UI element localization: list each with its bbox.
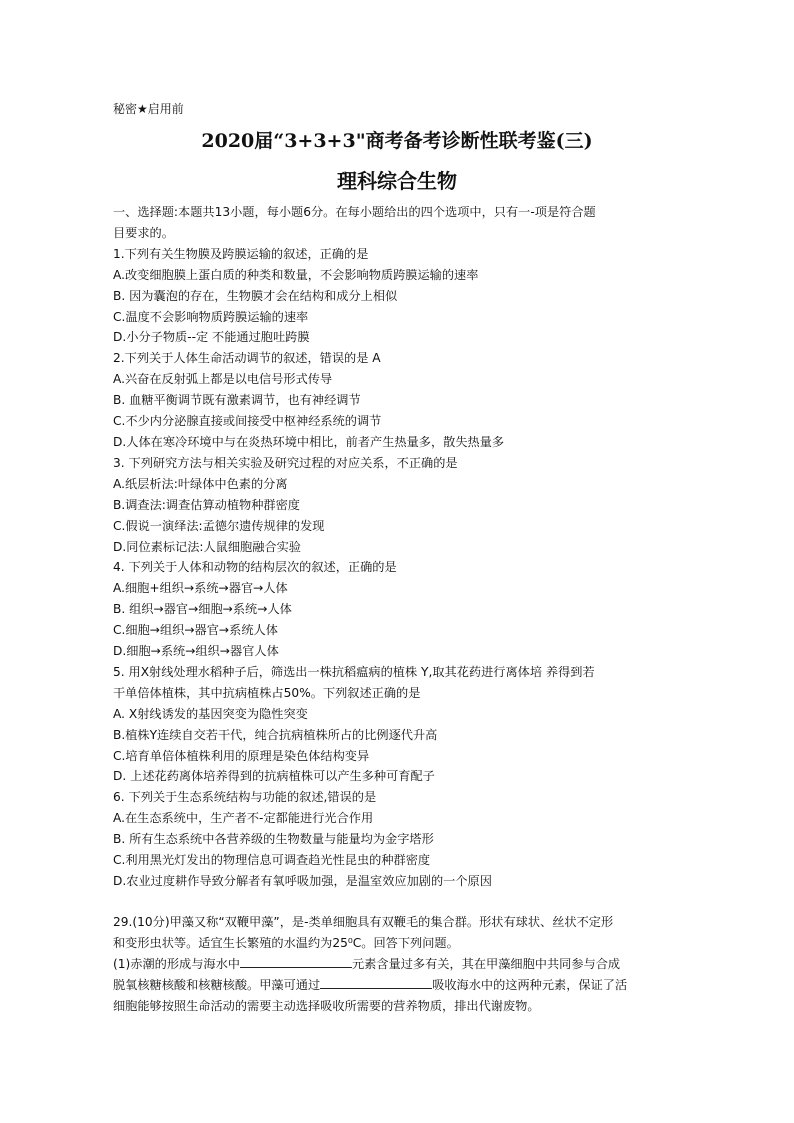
question-option: B. 因为囊泡的存在，生物膜才会在结构和成分上相似 <box>113 288 398 303</box>
question-stem: 3. 下列研究方法与相关实验及研究过程的对应关系，不正确的是 <box>113 455 458 470</box>
question-option: D.同位素标记法:人鼠细胞融合实验 <box>113 539 301 554</box>
question-option: A.兴奋在反射弧上都是以电信号形式传导 <box>113 372 333 387</box>
question-29-line: 和变形虫状等。适宜生长繁殖的水温约为25⁰C。回答下列问题。 <box>113 935 459 950</box>
question-option: C.不少内分泌腺直接或间接受中枢神经系统的调节 <box>113 414 382 429</box>
question-stem: 4. 下列关于人体和动物的结构层次的叙述，正确的是 <box>113 560 397 575</box>
question-29-line <box>113 954 683 975</box>
question-29-line <box>113 975 683 996</box>
answer-blank[interactable] <box>240 954 352 968</box>
question-option: C.细胞→组织→器官→系统人体 <box>113 623 278 638</box>
question-option: B. 所有生态系统中各营养级的生物数量与能量均为金字塔形 <box>113 832 434 847</box>
question-option: A.在生态系统中，生产者不-定都能进行光合作用 <box>113 811 374 826</box>
question-option: D.农业过度耕作导致分解者有氧呼吸加强，是温室效应加剧的一个原因 <box>113 874 492 888</box>
question-option: D.细胞→系统→组织→器官人体 <box>113 644 279 659</box>
question-29-text: 脱氧核糖核酸和核糖核酸。甲藻可通过 <box>113 977 321 992</box>
question-stem: 1.下列有关生物膜及跨膜运输的叙述，正确的是 <box>113 246 369 261</box>
answer-blank[interactable] <box>320 975 432 989</box>
question-stem: 6. 下列关于生态系统结构与功能的叙述,错误的是 <box>113 790 377 805</box>
subject-title: 理科综合生物 <box>337 169 457 193</box>
question-29-text: 元素含量过多有关，其在甲藻细胞中共同参与合成 <box>351 956 621 971</box>
question-option: C.培育单倍体植株利用的原理是染色体结构变异 <box>113 748 370 763</box>
question-option: A.纸层析法:叶绿体中色素的分离 <box>113 476 288 491</box>
question-option: A.细胞+组织→系统→器官→人体 <box>113 581 288 596</box>
question-option: C.假说一演绎法:孟德尔遗传规律的发现 <box>113 518 325 533</box>
section-intro-line: 目要求的。 <box>113 225 174 240</box>
question-29-line: 29.(10分)甲藻又称“双鞭甲藻”，是-类单细胞具有双鞭毛的集合群。形状有球状、丝状不定形 <box>113 914 614 929</box>
question-option: A. X射线诱发的基因突变为隐性突变 <box>113 706 308 721</box>
question-stem: 5. 用X射线处理水稻种子后，筛选出一株抗稻瘟病的植株 Y,取其花药进行离体培 养得到若 <box>113 664 595 679</box>
question-29-text: 吸收海水中的这两种元素，保证了活 <box>432 977 628 992</box>
question-option: B.调查法:调查估算动植物种群密度 <box>113 497 300 512</box>
question-option: C.利用黑光灯发出的物理信息可调查趋光性昆虫的种群密度 <box>113 853 431 868</box>
question-option: C.温度不会影响物质跨膜运输的速率 <box>113 309 309 324</box>
exam-title: 2020届“3+3+3"商考备考诊断性联考鉴(三) <box>201 130 593 152</box>
question-stem: 2.下列关于人体生命活动调节的叙述，错误的是 A <box>113 351 381 366</box>
section-intro-line: 一、选择题:本题共13小题，每小题6分。在每小题给出的四个选项中，只有一-项是符合题 <box>113 205 596 219</box>
question-option: B.植株Y连续自交若干代，纯合抗病植株所占的比例逐代升高 <box>113 727 438 742</box>
question-option: A.改变细胞膜上蛋白质的种类和数量，不会影响物质跨膜运输的速率 <box>113 267 479 282</box>
secret-label: 秘密★启用前 <box>113 102 184 116</box>
question-29-text: (1)赤潮的形成与海水中 <box>113 956 240 971</box>
question-option: D. 上述花药离体培养得到的抗病植株可以产生多种可育配子 <box>113 769 435 784</box>
question-option: B. 组织→器官→细胞→系统→人体 <box>113 602 292 617</box>
question-option: B. 血糖平衡调节既有激素调节，也有神经调节 <box>113 393 361 408</box>
question-29-line: 细胞能够按照生命活动的需要主动选择吸收所需要的营养物质，排出代谢废物。 <box>113 998 540 1013</box>
question-option: D.小分子物质--定 不能通过胞吐跨膜 <box>113 330 310 345</box>
exam-content <box>113 202 683 1016</box>
question-stem: 干单倍体植株，其中抗病植株占50%。下列叙述正确的是 <box>113 685 421 700</box>
question-option: D.人体在寒冷环境中与在炎热环境中相比，前者产生热量多，散失热量多 <box>113 434 505 449</box>
spacer <box>113 892 683 912</box>
